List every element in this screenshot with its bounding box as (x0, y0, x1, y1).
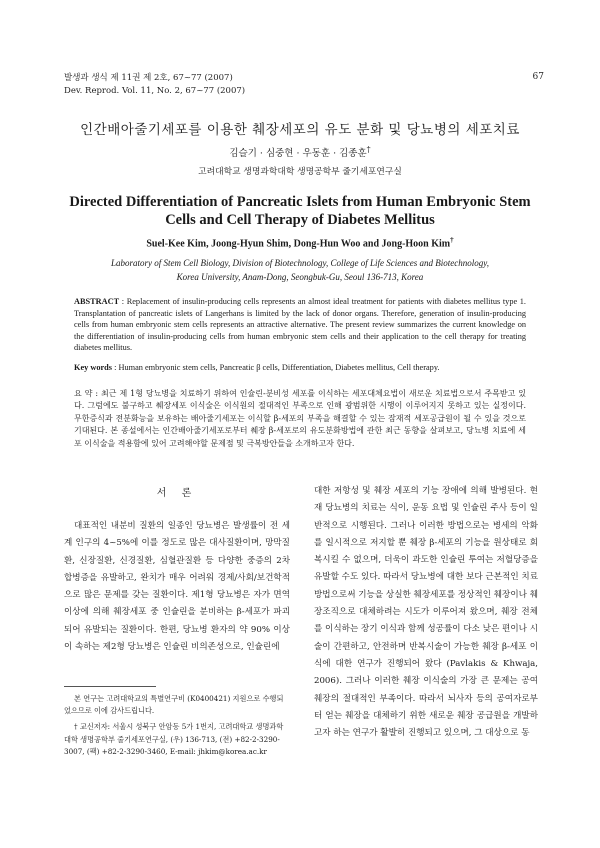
title-english (40, 193, 560, 229)
affiliation-english (60, 256, 540, 284)
journal-citation-en: Dev. Reprod. Vol. 11, No. 2, 67~77 (2007) (64, 86, 246, 96)
authors-korean-names: 김슬기 · 심중현 · 우동훈 · 김종훈 (229, 148, 367, 160)
corresponding-mark-kr: † (366, 145, 371, 154)
affiliation-english-line-2: Korea University, Anam-Dong, Seongbuk-Gu, Seoul 136-713, Korea (176, 272, 424, 282)
page-number: 67 (532, 72, 544, 82)
authors-english (0, 236, 600, 249)
body-left-column (64, 518, 290, 656)
corresponding-mark-en: † (450, 236, 454, 244)
abstract-text: : Replacement of insulin-producing cells represents an almost ideal treatment for patients with diabetes mellitus type 1. Transplantation of pancreatic islets of Langerhans is limited by the lack of donor organs. Therefore, generation of insulin-producing cells from human embryonic stem cells represents an attractive alternative. The present review summarizes the current knowledge on the differentiation of insulin-producing cells from human embryonic stem cells and their application to the cell therapy for treating diabetes mellitus. (74, 297, 526, 353)
journal-citation-kr: 발생과 생식 제 11권 제 2호, 67~77 (2007) (64, 73, 233, 83)
authors-english-names: Suel-Kee Kim, Joong-Hyun Shim, Dong-Hun Woo and Jong-Hoon Kim (146, 238, 451, 250)
body-right-column (314, 483, 538, 742)
journal-citation (64, 72, 245, 98)
keywords-label: Key words (74, 363, 113, 372)
body-left-paragraph: 대표적인 내분비 질환의 일종인 당뇨병은 발생률이 전 세계 인구의 4~5%에 이를 정도로 많은 대사질환이며, 망막질환, 신장질환, 신경질환, 심혈관질환 등 다양한 중증의 2차 합병증을 유발하고, 완치가 매우 어려워 경제/사회/보건학적으로 많은 문제를 갖는 질환이다. 제1형 당뇨병은 자가 면역이상에 의해 췌장세포 중 인슐린을 분비하는 β-세포가 파괴되어 유발되는 질환이다. 한편, 당뇨병 환자의 약 90% 이상이 속하는 제2형 당뇨병은 인슐린 비의존성으로, 인슐린에 (64, 521, 290, 653)
title-english-line-2: Cells and Cell Therapy of Diabetes Mellitus (165, 212, 435, 228)
body-right-paragraph: 대한 저항성 및 췌장 세포의 기능 장애에 의해 발병된다. 현재 당뇨병의 치료는 식이, 운동 요법 및 인슐린 주사 등이 일반적으로 시행된다. 그러나 이러한 방법으로는 병세의 악화를 일시적으로 저지할 뿐 췌장 β-세포의 기능을 원상태로 회복시킬 수 없으며, 더욱이 과도한 인슐린 투여는 저혈당증을 유발할 수도 있다. 따라서 당뇨병에 대한 보다 근본적인 치료방법으로써 기능을 상실한 췌장세포를 정상적인 췌장이나 췌장조직으로 대체하려는 시도가 이루어져 왔으며, 췌장 전체를 이식하는 장기 이식과 함께 성공률이 다소 낮은 편이나 시술이 간편하고, 안전하며 반복시술이 가능한 췌장 β-세포 이식에 대한 연구가 진행되어 왔다 (Pavlakis & Khwaja, 2006). 그러나 이러한 췌장 이식술의 가장 큰 문제는 공여췌장의 절대적인 부족이다. 따라서 뇌사자 등의 공여자로부터 얻는 췌장을 대체하기 위한 새로운 췌장 공급원을 개발하고자 하는 연구가 활발히 진행되고 있으며, 그 대상으로 동 (314, 486, 538, 739)
footnote-correspondence: † 교신저자: 서울시 성북구 안암동 5가 1번지, 고려대학교 생명과학대학 생명공학부 줄기세포연구실, (우) 136-713, (전) +82-2-3290-3007, (팩) +82-2-3290-3460, E-mail: jhkim@korea.ac.kr (64, 722, 284, 756)
keywords-text: : Human embryonic stem cells, Pancreatic β cells, Differentiation, Diabetes mellitus, Cell therapy. (112, 363, 440, 372)
footnote-funding: 본 연구는 고려대학교의 특별연구비 (K0400421) 지원으로 수행되었으므로 이에 감사드립니다. (64, 694, 284, 716)
keywords (74, 362, 526, 374)
footnote-divider (64, 686, 156, 687)
abstract-english (74, 296, 526, 354)
abstract-korean: 요 약 : 최근 제 1형 당뇨병을 치료하기 위하여 인슐린-분비성 세포를 이식하는 세포대체요법이 새로운 치료법으로서 주목받고 있다. 그럼에도 불구하고 췌장세포 이식술은 이식원의 절대적인 부족으로 인해 광범위한 시행이 이루어지지 못하고 있는 실정이다. 무한증식과 전분화능을 보유하는 배아줄기세포는 이식할 β-세포의 부족을 해결할 수 있는 잠재적 세포공급원이 될 수 있을 것으로 기대된다. 본 종설에서는 인간배아줄기세포로부터 췌장 β-세포로의 유도분화방법에 관한 최근 동향을 살펴보고, 당뇨병 치료에 세포 이식술을 적용함에 있어 고려해야할 문제점 및 극복방안들을 소개하고자 한다. (74, 389, 526, 448)
section-title-introduction: 서 론 (156, 488, 198, 499)
title-english-line-1: Directed Differentiation of Pancreatic Islets from Human Embryonic Stem (69, 194, 531, 210)
authors-korean (0, 145, 600, 159)
title-korean: 인간배아줄기세포를 이용한 췌장세포의 유도 분화 및 당뇨병의 세포치료 (80, 122, 520, 138)
affiliation-korean: 고려대학교 생명과학대학 생명공학부 줄기세포연구실 (198, 167, 402, 177)
affiliation-english-line-1: Laboratory of Stem Cell Biology, Division of Biotechnology, College of Life Sciences and Biotechnology, (111, 258, 489, 268)
abstract-label: ABSTRACT (74, 297, 120, 306)
footnotes (64, 693, 290, 762)
